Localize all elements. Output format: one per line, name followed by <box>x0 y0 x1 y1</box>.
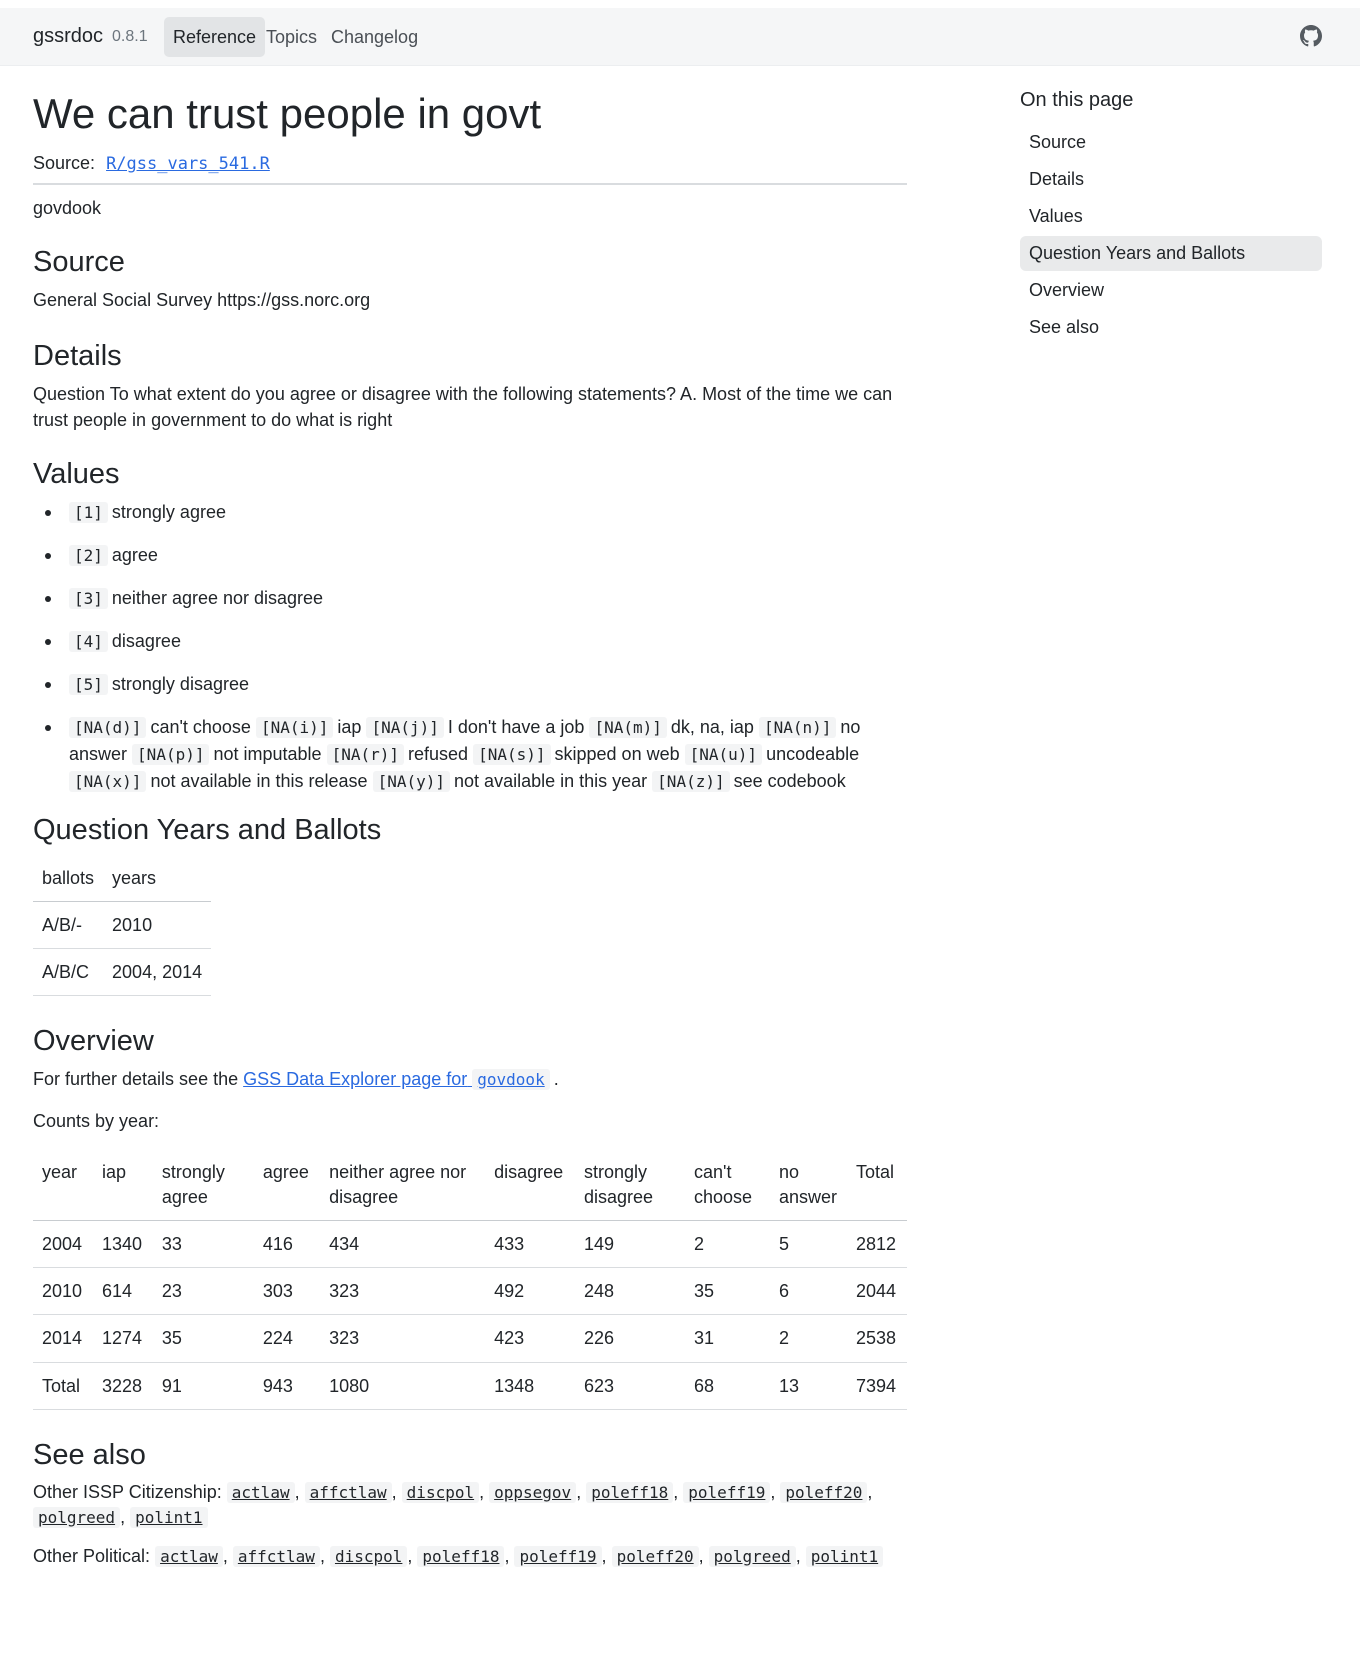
see-also-link[interactable] <box>402 1482 479 1502</box>
table-row <box>33 1315 907 1362</box>
see-also-link-code: polgreed <box>33 1507 120 1528</box>
overview-intro-text: For further details see the <box>33 1069 239 1090</box>
see-also-link[interactable] <box>330 1546 407 1566</box>
see-also-link[interactable] <box>514 1546 601 1566</box>
na-code: [NA(m)] <box>589 717 666 738</box>
see-also-link[interactable] <box>227 1482 295 1502</box>
section-heading-overview: Overview <box>33 1025 154 1058</box>
value-item <box>69 585 907 612</box>
na-code: [NA(j)] <box>366 717 443 738</box>
table-cell: 423 <box>494 1328 525 1349</box>
value-item-missing-codes <box>69 714 907 795</box>
na-label: not available in this year <box>454 770 648 791</box>
see-also-link-code: poleff20 <box>612 1546 699 1567</box>
table-cell: 2 <box>693 1234 704 1255</box>
see-also-link[interactable] <box>33 1507 120 1527</box>
source-line <box>33 150 907 185</box>
table-cell: A/B/C <box>42 962 90 983</box>
table-row <box>33 1268 907 1315</box>
value-label: neither agree nor disagree <box>111 587 324 608</box>
table-cell: 614 <box>101 1281 132 1302</box>
table-row <box>33 1221 907 1268</box>
value-code: [1] <box>69 502 108 523</box>
table-cell: 13 <box>778 1375 800 1396</box>
table-cell: 2014 <box>42 1328 83 1349</box>
table-cell: 1080 <box>329 1375 370 1396</box>
table-cell: A/B/- <box>42 914 83 935</box>
see-also-link-code: affctlaw <box>233 1546 320 1567</box>
table-cell: 2812 <box>855 1234 897 1255</box>
see-also-link-code: polint1 <box>806 1546 883 1567</box>
counts-label: Counts by year: <box>33 1111 160 1132</box>
value-code: [5] <box>69 674 108 695</box>
column-header: years <box>112 867 157 888</box>
see-also-link[interactable] <box>612 1546 699 1566</box>
see-also-link-code: polgreed <box>709 1546 796 1567</box>
value-label: strongly agree <box>111 501 226 522</box>
table-cell: 91 <box>161 1375 182 1396</box>
see-also-link[interactable] <box>683 1482 770 1502</box>
version-label: 0.8.1 <box>112 28 148 45</box>
toc-item-details[interactable]: Details <box>1029 169 1085 189</box>
table-cell: 68 <box>693 1375 715 1396</box>
na-label: uncodeable <box>766 743 860 764</box>
value-item <box>69 499 907 526</box>
na-code: [NA(x)] <box>69 771 146 792</box>
table-cell: 434 <box>329 1234 360 1255</box>
see-also-group: Other Political: actlaw , affctlaw , discpol , poleff18 , poleff19 , poleff20 , polgreed , polint1 <box>33 1544 907 1569</box>
section-heading-see-also: See also <box>33 1438 146 1471</box>
toc-title: On this page <box>1020 89 1134 111</box>
overview-intro <box>33 1066 907 1092</box>
see-also-link-code: affctlaw <box>305 1482 392 1503</box>
column-header: iap <box>101 1162 126 1183</box>
value-item <box>69 628 907 655</box>
na-label: skipped on web <box>554 743 680 764</box>
table-cell: 943 <box>262 1375 293 1396</box>
toc-item-overview[interactable]: Overview <box>1029 280 1105 300</box>
table-cell: 149 <box>583 1234 615 1255</box>
see-also-group: Other ISSP Citizenship: actlaw , affctlaw , discpol , oppsegov , poleff18 , poleff19 , poleff20 , polgreed , polint1 <box>33 1481 873 1527</box>
na-code: [NA(y)] <box>373 771 450 792</box>
table-cell: 492 <box>494 1281 525 1302</box>
table-cell: 433 <box>494 1234 525 1255</box>
table-cell: 2010 <box>42 1281 83 1302</box>
see-also-link[interactable] <box>233 1546 320 1566</box>
table-cell: 2010 <box>112 914 153 935</box>
see-also-link[interactable] <box>155 1546 223 1566</box>
gss-explorer-link[interactable] <box>243 1069 554 1089</box>
value-item <box>69 542 907 569</box>
source-label: Source: <box>33 153 96 173</box>
nav-reference[interactable]: Reference <box>164 17 265 57</box>
table-cell: 323 <box>329 1328 360 1349</box>
table-cell: 2044 <box>855 1281 897 1302</box>
section-heading-source: Source <box>33 245 125 278</box>
see-also-link-code: actlaw <box>227 1482 295 1503</box>
toc-item-source[interactable]: Source <box>1029 132 1087 152</box>
table-cell: 623 <box>583 1375 615 1396</box>
table-cell: 35 <box>161 1328 182 1349</box>
see-also-link-code: poleff20 <box>780 1482 867 1503</box>
na-label: dk, na, iap <box>670 716 754 737</box>
column-header: Total <box>855 1162 895 1183</box>
table-cell: 303 <box>262 1281 293 1302</box>
section-heading-ballots: Question Years and Ballots <box>33 813 382 846</box>
ballots-table <box>33 855 211 996</box>
counts-table-body <box>33 1221 907 1409</box>
source-file-link[interactable]: R/gss_vars_541.R <box>106 154 270 174</box>
github-icon[interactable] <box>1300 25 1322 47</box>
column-header: year <box>42 1162 78 1183</box>
see-also-link[interactable] <box>806 1546 883 1566</box>
see-also-link[interactable] <box>709 1546 796 1566</box>
table-row <box>33 1362 907 1409</box>
table-cell: 2004, 2014 <box>112 962 203 983</box>
column-header: no answer <box>778 1162 838 1208</box>
on-this-page-toc <box>1020 86 1322 347</box>
column-header: strongly agree <box>161 1162 225 1208</box>
value-label: strongly disagree <box>111 673 249 694</box>
column-header: can't choose <box>693 1162 753 1208</box>
na-code: [NA(d)] <box>69 717 146 738</box>
table-cell: Total <box>42 1375 81 1396</box>
column-header: ballots <box>42 867 95 888</box>
page-title: We can trust people in govt <box>33 90 542 137</box>
see-also-link-code: oppsegov <box>489 1482 576 1503</box>
toc-item-see-also[interactable]: See also <box>1029 317 1100 337</box>
table-cell: 416 <box>262 1234 293 1255</box>
table-cell: 5 <box>778 1234 789 1255</box>
see-also-link[interactable] <box>780 1482 867 1502</box>
main-content <box>33 86 907 1583</box>
see-also-link[interactable] <box>305 1482 392 1502</box>
table-cell: 2538 <box>855 1328 897 1349</box>
value-code: [2] <box>69 545 108 566</box>
toc-item-values[interactable]: Values <box>1029 206 1083 226</box>
table-cell: 23 <box>161 1281 182 1302</box>
na-label: I don't have a job <box>447 716 585 737</box>
table-cell: 33 <box>161 1234 182 1255</box>
top-navbar <box>0 8 1360 66</box>
value-label: disagree <box>111 630 181 651</box>
nav-changelog[interactable]: Changelog <box>331 27 419 47</box>
table-cell: 1274 <box>101 1328 142 1349</box>
section-heading-details: Details <box>33 339 122 372</box>
see-also-groups <box>33 1480 907 1569</box>
na-label: not imputable <box>213 743 322 764</box>
table-cell: 224 <box>262 1328 293 1349</box>
column-header: disagree <box>494 1162 564 1183</box>
table-header-row <box>33 1150 907 1221</box>
table-cell: 6 <box>778 1281 789 1302</box>
see-also-link-code: poleff19 <box>514 1546 601 1567</box>
na-code: [NA(s)] <box>473 744 550 765</box>
table-cell: 35 <box>693 1281 715 1302</box>
table-cell: 226 <box>583 1328 615 1349</box>
column-header: strongly disagree <box>583 1162 654 1208</box>
table-cell: 7394 <box>855 1375 897 1396</box>
table-cell: 248 <box>583 1281 615 1302</box>
see-also-link-code: discpol <box>402 1482 479 1503</box>
nav-topics[interactable]: Topics <box>266 27 318 47</box>
na-label: refused <box>408 743 469 764</box>
na-code: [NA(n)] <box>759 717 836 738</box>
table-cell: 1340 <box>101 1234 142 1255</box>
na-code: [NA(r)] <box>327 744 404 765</box>
overview-intro-end: . <box>553 1069 559 1090</box>
na-label: no answer <box>69 716 861 764</box>
table-cell: 323 <box>329 1281 360 1302</box>
variable-alias: govdook <box>33 197 102 218</box>
see-also-link-code: poleff19 <box>683 1482 770 1503</box>
column-header: neither agree nor disagree <box>329 1162 467 1208</box>
brand-name[interactable]: gssrdoc <box>33 25 104 47</box>
see-also-link[interactable] <box>489 1482 576 1502</box>
table-cell: 3228 <box>101 1375 142 1396</box>
table-row <box>33 949 211 996</box>
gss-explorer-link-code: govdook <box>472 1069 549 1090</box>
gss-explorer-link-text: GSS Data Explorer page for <box>243 1069 468 1090</box>
see-also-link-code: discpol <box>330 1546 407 1567</box>
details-text: Question To what extent do you agree or disagree with the following statements? A. Most of the time we can trust people in government to do what is right <box>33 383 893 430</box>
counts-table <box>33 1150 907 1409</box>
see-also-link[interactable] <box>417 1546 504 1566</box>
see-also-link[interactable] <box>130 1507 207 1527</box>
table-cell: 1348 <box>494 1375 535 1396</box>
na-code: [NA(z)] <box>652 771 729 792</box>
see-also-group-label: Other Political: <box>33 1545 151 1566</box>
see-also-link-code: polint1 <box>130 1507 207 1528</box>
see-also-link[interactable] <box>586 1482 673 1502</box>
section-heading-values: Values <box>33 457 120 490</box>
na-code: [NA(p)] <box>132 744 209 765</box>
na-code: [NA(u)] <box>685 744 762 765</box>
table-cell: 2004 <box>42 1234 83 1255</box>
value-label: agree <box>111 544 158 565</box>
value-item <box>69 671 907 698</box>
table-cell: 2 <box>778 1328 789 1349</box>
source-text: General Social Survey https://gss.norc.org <box>33 289 371 310</box>
value-code: [3] <box>69 588 108 609</box>
table-header-row <box>33 855 211 902</box>
see-also-link-code: poleff18 <box>417 1546 504 1567</box>
na-code: [NA(i)] <box>256 717 333 738</box>
na-label: can't choose <box>150 716 251 737</box>
see-also-group-label: Other ISSP Citizenship: <box>33 1481 222 1502</box>
table-row <box>33 901 211 948</box>
column-header: agree <box>262 1162 309 1183</box>
na-label: iap <box>337 716 362 737</box>
see-also-link-code: actlaw <box>155 1546 223 1567</box>
toc-item-question-years-and-ballots[interactable]: Question Years and Ballots <box>1020 236 1322 271</box>
value-code: [4] <box>69 631 108 652</box>
see-also-link-code: poleff18 <box>586 1482 673 1503</box>
table-cell: 31 <box>693 1328 715 1349</box>
na-label: not available in this release <box>150 770 368 791</box>
na-label: see codebook <box>733 770 846 791</box>
values-list <box>33 499 907 795</box>
